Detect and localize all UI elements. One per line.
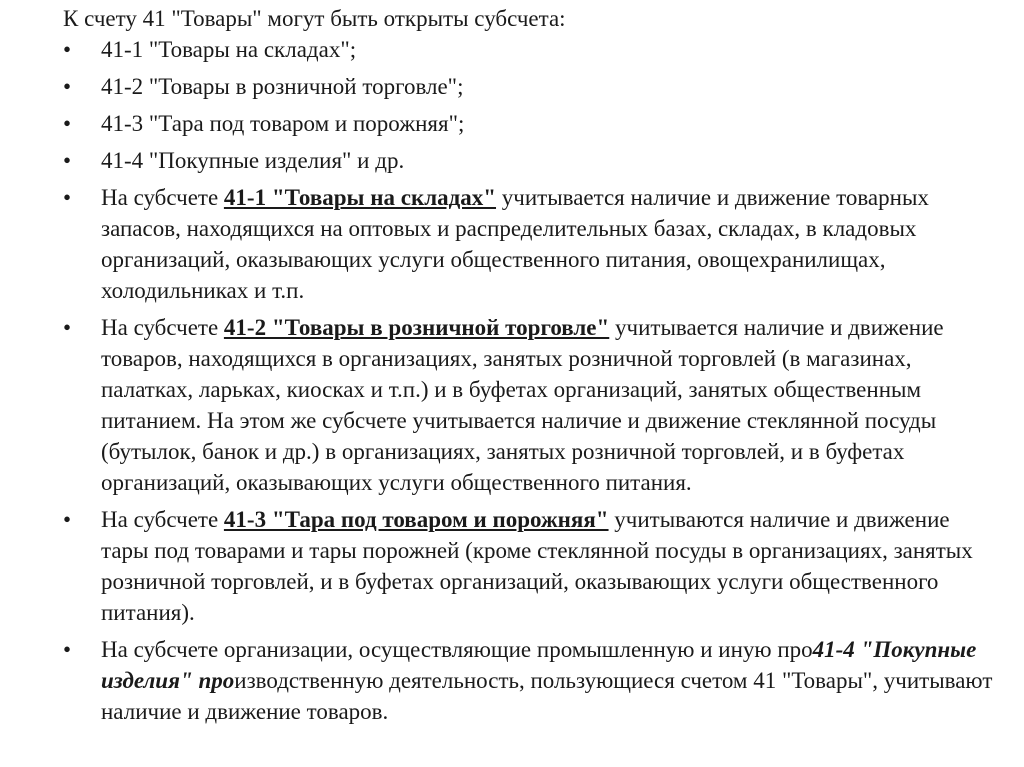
list-item [63, 108, 996, 139]
list-item [63, 145, 996, 176]
list-item [63, 634, 996, 727]
subaccount-code: 41-1 "Товары на складах" [223, 185, 497, 210]
item-text: На субсчете организации, осуществляющие промышленную и иную про [101, 637, 813, 662]
subaccount-41-1: 41-1 "Товары на складах"; [101, 37, 357, 62]
item-prefix: На субсчете [101, 185, 224, 210]
item-text: учитывается наличие и движение товарных запасов, находящихся на оптовых и распределительных базах, складах, в кладовых организаций, оказывающих услуги общественного питания, овощехранилищах, холодильниках и т.п. [101, 185, 929, 303]
item-text: учитываются наличие и движение тары под товарами и тары порожней (кроме стеклянной посуды в организациях, занятых розничной торговлей, и в буфетах организаций, оказывающих услуги общественного питания). [101, 507, 973, 625]
list-item [63, 182, 996, 306]
item-text: учитывается наличие и движение товаров, находящихся в организациях, занятых розничной торговлей (в магазинах, палатках, ларьках, киосках и т.п.) и в буфетах организаций, занятых общественным питанием. На этом же субсчете учитывается наличие и движение стеклянной посуды (бутылок, банок и др.) в организациях, занятых розничной торговлей, и в буфетах организаций, оказывающих услуги общественного питания. [101, 315, 944, 495]
subaccount-code: 41-4 "Покупные изделия" про [101, 637, 977, 693]
item-text: изводственную деятельность, пользующиеся счетом 41 "Товары", учитывают наличие и движение товаров. [101, 668, 993, 724]
item-prefix: На субсчете [101, 315, 224, 340]
intro-line: К счету 41 "Товары" могут быть открыты субсчета: [63, 6, 566, 31]
subaccount-code: 41-2 "Товары в розничной торговле" [223, 315, 610, 340]
bullet-list [63, 34, 996, 727]
subaccount-41-4: 41-4 "Покупные изделия" и др. [101, 148, 405, 173]
list-item [63, 312, 996, 498]
subaccount-41-3: 41-3 "Тара под товаром и порожняя"; [101, 111, 465, 136]
item-prefix: На субсчете [101, 507, 224, 532]
list-item [63, 504, 996, 628]
subaccount-41-2: 41-2 "Товары в розничной торговле"; [101, 74, 464, 99]
list-item [63, 34, 996, 65]
list-item [63, 71, 996, 102]
subaccount-code: 41-3 "Тара под товаром и порожняя" [223, 507, 609, 532]
